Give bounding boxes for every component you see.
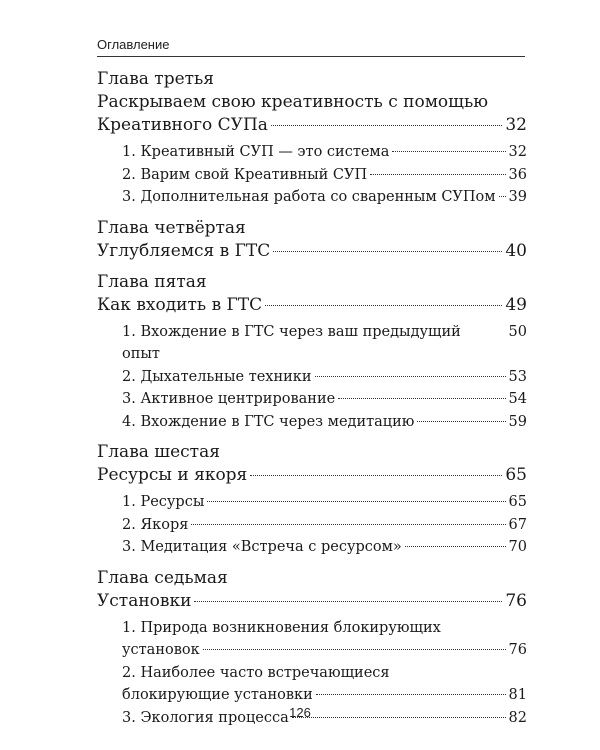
page-ref: 39 (508, 189, 527, 205)
section-entry[interactable] (97, 411, 527, 434)
chapter-label: Глава седьмая (97, 567, 228, 588)
chapter-3 (97, 68, 527, 209)
page-ref: 49 (505, 294, 527, 315)
section-title-line[interactable]: 1. Природа возникновения блокирующих (122, 619, 441, 636)
chapter-title-line: Креативного СУПа (97, 115, 268, 135)
section-entry[interactable] (97, 366, 527, 389)
chapter-4 (97, 217, 527, 263)
dot-leader (392, 151, 505, 152)
section-title: 2. Якоря (122, 516, 189, 533)
chapter-title-line: Ресурсы и якоря (97, 465, 248, 485)
dot-leader (338, 398, 505, 399)
page-ref: 67 (508, 516, 527, 533)
dot-leader (499, 196, 506, 197)
dot-leader (191, 524, 505, 525)
dot-leader (271, 125, 502, 126)
table-of-contents (97, 68, 527, 729)
section-title: установок (122, 642, 200, 658)
page-ref: 76 (505, 590, 527, 611)
section-title: 1. Вхождение в ГТС через ваш предыдущий опыт (122, 323, 461, 362)
page-ref: 53 (508, 368, 527, 385)
chapter-title-line: Установки (97, 590, 192, 611)
page-ref: 54 (508, 391, 527, 407)
section-title: блокирующие установки (122, 687, 313, 703)
dot-leader (265, 305, 502, 306)
page-ref: 40 (505, 240, 527, 261)
dot-leader (207, 501, 505, 502)
section-entry[interactable] (97, 514, 527, 537)
chapter-label: Глава третья (97, 69, 215, 89)
chapter-title-line: Как входить в ГТС (97, 294, 263, 315)
page-ref: 50 (508, 323, 527, 340)
page-ref: 59 (508, 413, 527, 430)
page-ref: 65 (508, 494, 527, 510)
section-title: 3. Активное центрирование (122, 391, 336, 407)
section-entry[interactable] (97, 186, 527, 209)
section-title: 4. Вхождение в ГТС через медитацию (122, 413, 415, 430)
dot-leader (417, 421, 505, 422)
page-ref: 65 (505, 465, 527, 485)
section-title: 3. Экология процесса (122, 709, 289, 726)
running-head: Оглавление (97, 37, 170, 52)
section-entry[interactable] (97, 684, 527, 707)
section-title: 1. Креативный СУП — это система (122, 144, 390, 160)
page-ref: 32 (508, 144, 527, 160)
section-title-line[interactable]: 2. Наиболее часто встречающиеся (122, 664, 390, 681)
page-ref: 32 (505, 115, 527, 135)
chapter-label: Глава четвёртая (97, 217, 246, 238)
page-ref: 70 (508, 539, 527, 555)
section-title: 2. Дыхательные техники (122, 368, 312, 385)
section-entry[interactable] (97, 536, 527, 559)
section-entry[interactable] (97, 491, 527, 514)
header-rule (97, 56, 525, 57)
page-ref: 76 (508, 642, 527, 658)
page-ref: 81 (508, 687, 527, 703)
chapter-entry[interactable] (97, 114, 527, 137)
section-entry[interactable] (97, 164, 527, 187)
chapter-6 (97, 441, 527, 559)
section-title: 1. Ресурсы (122, 494, 205, 510)
chapter-title-line: Углубляемся в ГТС (97, 240, 271, 261)
chapter-label: Глава пятая (97, 271, 207, 292)
section-title: 3. Дополнительная работа со сваренным СУПом (122, 189, 496, 205)
dot-leader (194, 601, 502, 602)
section-title: 2. Варим свой Креативный СУП (122, 166, 368, 183)
page-number: 126 (289, 705, 311, 720)
chapter-5 (97, 271, 527, 434)
page-ref: 36 (508, 166, 527, 183)
section-entry[interactable] (97, 639, 527, 662)
dot-leader (203, 649, 506, 650)
chapter-title-line[interactable]: Раскрываем свою креативность с помощью (97, 92, 489, 112)
chapter-entry[interactable] (97, 240, 527, 263)
dot-leader (273, 251, 502, 252)
chapter-entry[interactable] (97, 294, 527, 317)
section-entry[interactable] (97, 388, 527, 411)
chapter-entry[interactable] (97, 464, 527, 487)
page-ref: 82 (508, 709, 527, 726)
chapter-label: Глава шестая (97, 442, 220, 462)
chapter-entry[interactable] (97, 590, 527, 613)
section-title: 3. Медитация «Встреча с ресурсом» (122, 539, 402, 555)
dot-leader (370, 174, 505, 175)
dot-leader (316, 694, 506, 695)
dot-leader (250, 475, 502, 476)
dot-leader (405, 546, 506, 547)
dot-leader (315, 376, 506, 377)
section-entry[interactable] (97, 321, 527, 366)
section-entry[interactable] (97, 141, 527, 164)
